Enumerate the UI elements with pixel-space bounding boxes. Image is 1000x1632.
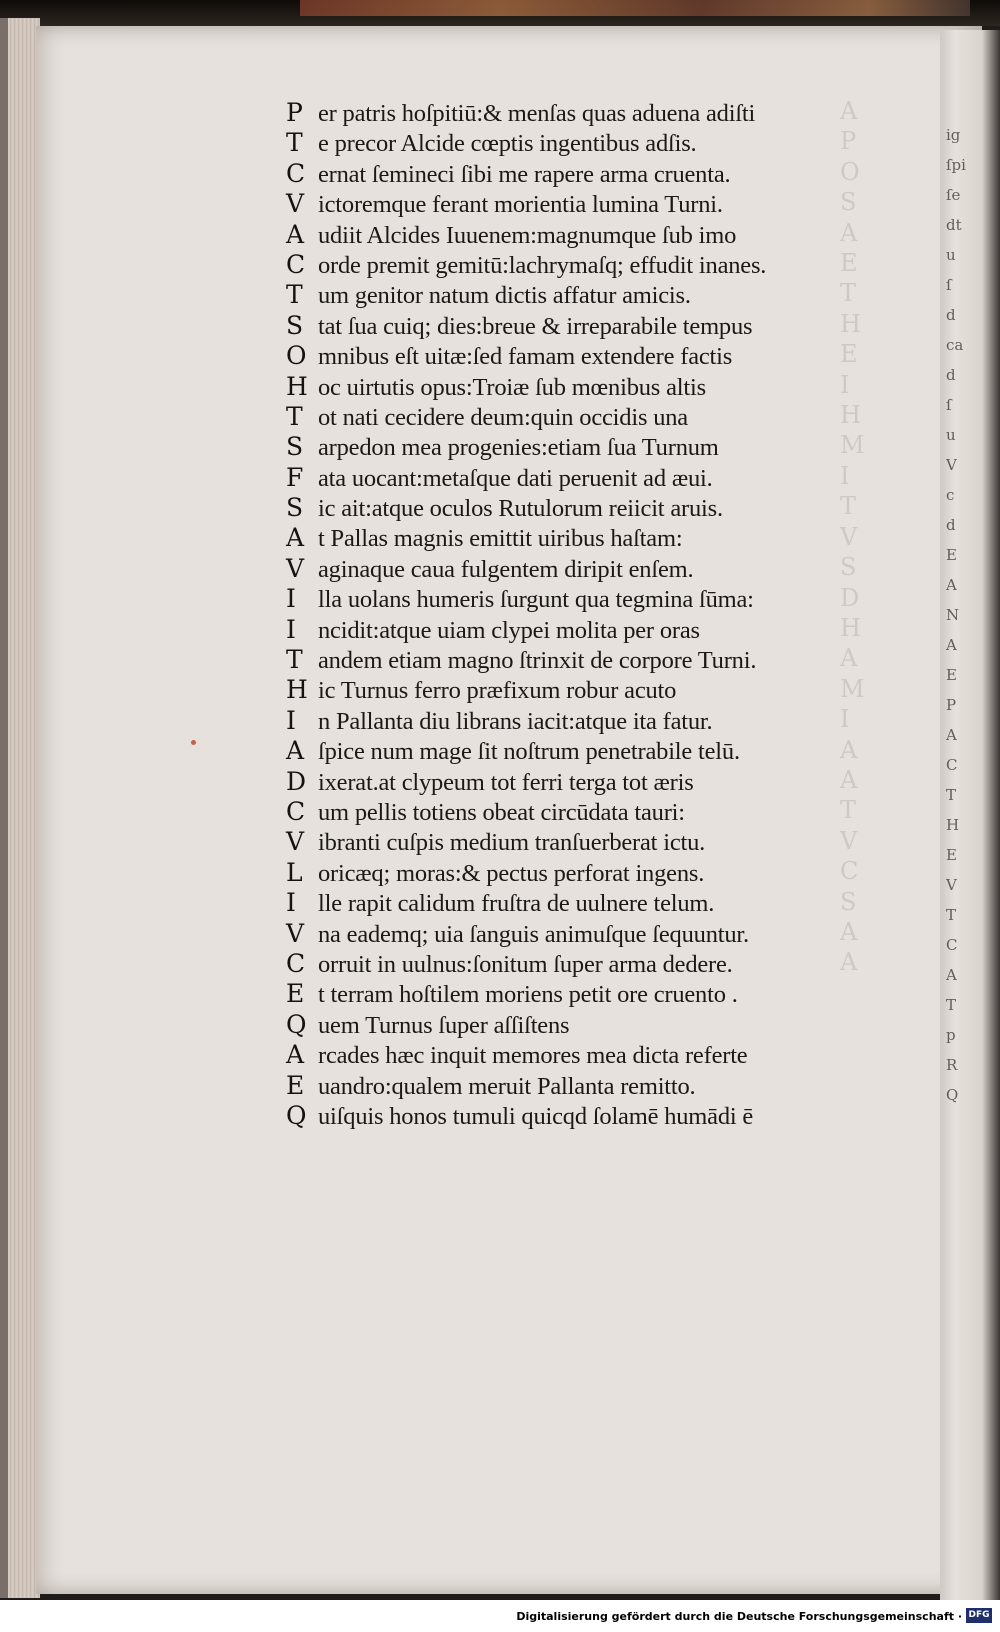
- verse-initial: T: [286, 128, 303, 158]
- facing-page-fragment: Q: [946, 1086, 959, 1104]
- left-edge-shadow: [0, 18, 8, 1598]
- verse-line: [286, 615, 846, 645]
- verse-initial: I: [286, 888, 296, 918]
- verse-initial: C: [286, 249, 306, 279]
- facing-page-fragment: ſpi: [946, 156, 966, 174]
- verse-line: [286, 189, 846, 219]
- verse-line: [286, 827, 846, 857]
- facing-page-fragment: T: [946, 906, 957, 924]
- facing-page-fragment: H: [946, 816, 960, 834]
- facing-page-fragment: A: [946, 576, 957, 594]
- verse-text: orruit in uulnus:ſonitum ſuper arma dedere.: [318, 950, 733, 978]
- verse-line: [286, 645, 846, 675]
- verse-initial: P: [286, 98, 303, 127]
- facing-page-fragment: P: [946, 696, 957, 714]
- verse-initial: T: [286, 645, 303, 675]
- verse-text: ata uocant:metaſque dati peruenit ad æui.: [318, 464, 713, 492]
- verse-text: t Pallas magnis emittit uiribus haſtam:: [318, 525, 683, 553]
- verse-text: rcades hæc inquit memores mea dicta referte: [318, 1042, 748, 1070]
- verse-text: na eademq; uia ſanguis animuſque ſequuntur.: [318, 920, 749, 948]
- dfg-logo: DFG: [966, 1608, 992, 1623]
- verse-line: [286, 767, 846, 797]
- verse-text: tat ſua cuiq; dies:breue & irreparabile tempus: [318, 312, 753, 340]
- facing-page-fragment: V: [946, 456, 957, 474]
- facing-page-fragment: E: [946, 846, 957, 864]
- facing-page-fragment: A: [946, 726, 957, 744]
- verse-text: ic ait:atque oculos Rutulorum reiicit aruis.: [318, 495, 723, 523]
- verse-text: ic Turnus ferro præfixum robur acuto: [318, 677, 677, 705]
- verse-line: [286, 372, 846, 402]
- verse-initial: T: [286, 280, 303, 310]
- verse-text: ernat ſemineci ſibi me rapere arma cruenta.: [318, 160, 731, 188]
- verse-line: [286, 463, 846, 493]
- verse-initial: C: [286, 796, 306, 826]
- verse-text: uiſquis honos tumuli quicqd ſolamē humādi ē: [318, 1102, 754, 1130]
- verse-line: [286, 98, 846, 128]
- book-top-edge: [300, 0, 970, 16]
- verse-line: [286, 493, 846, 523]
- verse-initial: A: [286, 523, 305, 553]
- verse-initial: E: [286, 1070, 305, 1100]
- verse-text: oc uirtutis opus:Troiæ ſub mœnibus altis: [318, 373, 706, 401]
- verse-text: ictoremque ferant morientia lumina Turni.: [318, 191, 723, 219]
- verse-text: aginaque caua fulgentem diripit enſem.: [318, 555, 694, 583]
- verse-line: [286, 919, 846, 949]
- verse-line: [286, 1101, 846, 1131]
- verse-line: [286, 402, 846, 432]
- verse-initial: S: [286, 493, 304, 523]
- facing-page-fragment: N: [946, 606, 960, 624]
- verse-initial: H: [286, 675, 308, 705]
- verse-line: [286, 888, 846, 918]
- verse-line: [286, 341, 846, 371]
- verse-line: [286, 280, 846, 310]
- verse-text: um pellis totiens obeat circūdata tauri:: [318, 798, 685, 826]
- facing-page-fragment: ſ: [946, 276, 952, 294]
- verse-text: t terram hoſtilem moriens petit ore cruento .: [318, 981, 738, 1009]
- facing-page-fragment: dt: [946, 216, 962, 234]
- verse-text: andem etiam magno ſtrinxit de corpore Turni.: [318, 647, 757, 675]
- verse-line: [286, 979, 846, 1009]
- verse-text: ſpice num mage ſit noſtrum penetrabile telū.: [318, 738, 740, 766]
- verse-initial: H: [286, 371, 308, 401]
- verse-text: udiit Alcides Iuuenem:magnumque ſub imo: [318, 221, 737, 249]
- verse-line: [286, 554, 846, 584]
- facing-page-fragment: c: [946, 486, 955, 504]
- verse-text: lle rapit calidum fruſtra de uulnere telum.: [318, 890, 715, 918]
- verse-text: mnibus eſt uitæ:ſed famam extendere factis: [318, 343, 733, 371]
- facing-page-fragment: u: [946, 246, 956, 264]
- facing-page-fragment: d: [946, 366, 956, 384]
- verse-line: [286, 1071, 846, 1101]
- verse-text: ot nati cecidere deum:quin occidis una: [318, 403, 688, 431]
- verse-line: [286, 706, 846, 736]
- verse-initial: S: [286, 310, 304, 340]
- verse-initial: A: [286, 219, 305, 249]
- verse-initial: L: [286, 857, 303, 887]
- facing-page-fragment: u: [946, 426, 956, 444]
- verse-initial: I: [286, 584, 296, 614]
- verse-text: orde premit gemitū:lachrymaſq; effudit inanes.: [318, 251, 767, 279]
- verse-initial: C: [286, 158, 306, 188]
- facing-page-fragment: A: [946, 966, 957, 984]
- facing-page-fragment: ca: [946, 336, 964, 354]
- verse-line: [286, 1040, 846, 1070]
- verse-initial: A: [286, 736, 305, 766]
- facing-page-fragment: E: [946, 666, 957, 684]
- verse-text: ixerat.at clypeum tot ferri terga tot æris: [318, 768, 694, 796]
- verse-line: [286, 159, 846, 189]
- verse-text: ncidit:atque uiam clypei molita per oras: [318, 616, 700, 644]
- verse-line: [286, 675, 846, 705]
- verse-line: [286, 797, 846, 827]
- facing-page-fragment: d: [946, 306, 956, 324]
- verse-initial: Q: [286, 1009, 307, 1039]
- verse-initial: V: [286, 189, 305, 219]
- facing-page-fragment: T: [946, 786, 957, 804]
- verse-text: arpedon mea progenies:etiam ſua Turnum: [318, 434, 719, 462]
- verse-initial: V: [286, 918, 305, 948]
- verse-text: er patris hoſpitiū:& menſas quas aduena adiſti: [318, 100, 756, 127]
- verse-line: [286, 1010, 846, 1040]
- verse-initial: F: [286, 462, 304, 492]
- right-page-fragments: [946, 120, 992, 1220]
- facing-page-fragment: R: [946, 1056, 958, 1074]
- verse-text: e precor Alcide cœptis ingentibus adſis.: [318, 130, 697, 158]
- verse-initial: A: [286, 1040, 305, 1070]
- verse-initial: C: [286, 948, 306, 978]
- verse-initial: I: [286, 705, 296, 735]
- facing-page-fragment: ſ: [946, 396, 952, 414]
- verse-line: [286, 949, 846, 979]
- verse-initial: Q: [286, 1100, 307, 1130]
- verse-initial: O: [286, 341, 307, 371]
- verse-line: [286, 250, 846, 280]
- verse-line: [286, 584, 846, 614]
- verse-text: uandro:qualem meruit Pallanta remitto.: [318, 1072, 696, 1100]
- verse-initial: V: [286, 553, 305, 583]
- verse-text: lla uolans humeris ſurgunt qua tegmina ſūma:: [318, 586, 754, 614]
- footer-credit: Digitalisierung gefördert durch die Deutsche Forschungsgemeinschaft ·: [516, 1610, 962, 1623]
- verse-initial: V: [286, 827, 305, 857]
- verse-initial: S: [286, 432, 304, 462]
- facing-page-fragment: ig: [946, 126, 961, 144]
- verse-line: [286, 736, 846, 766]
- facing-page-fragment: C: [946, 756, 958, 774]
- verse-line: [286, 858, 846, 888]
- verse-block: [286, 98, 846, 1131]
- verse-initial: I: [286, 614, 296, 644]
- verse-line: [286, 128, 846, 158]
- verse-text: n Pallanta diu librans iacit:atque ita fatur.: [318, 707, 713, 735]
- verse-text: uem Turnus ſuper aſſiſtens: [318, 1011, 570, 1039]
- facing-page-fragment: E: [946, 546, 957, 564]
- verse-line: [286, 311, 846, 341]
- verse-initial: E: [286, 979, 305, 1009]
- facing-page-fragment: C: [946, 936, 958, 954]
- facing-page-fragment: ſe: [946, 186, 961, 204]
- verse-line: [286, 220, 846, 250]
- verse-line: [286, 432, 846, 462]
- verse-initial: D: [286, 766, 307, 796]
- facing-page-fragment: T: [946, 996, 957, 1014]
- facing-page-fragment: p: [946, 1026, 956, 1044]
- facing-page-fragment: V: [946, 876, 957, 894]
- facing-page-fragment: d: [946, 516, 956, 534]
- facing-page-fragment: A: [946, 636, 957, 654]
- verse-text: ibranti cuſpis medium tranſuerberat ictu.: [318, 829, 706, 857]
- verse-text: oricæq; moras:& pectus perforat ingens.: [318, 859, 705, 887]
- show-through-text: A P O S A E T H E I H M I T V S D H A M I A A T V C S A A: [840, 97, 865, 977]
- red-ink-mark: [191, 740, 196, 745]
- verse-initial: T: [286, 401, 303, 431]
- verse-text: um genitor natum dictis affatur amicis.: [318, 282, 691, 310]
- verse-line: [286, 523, 846, 553]
